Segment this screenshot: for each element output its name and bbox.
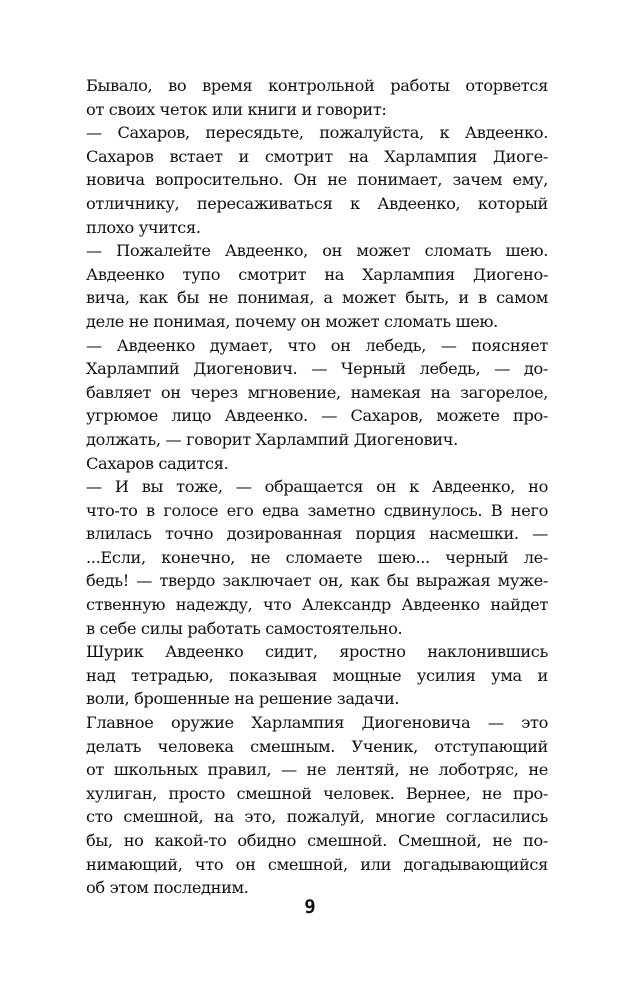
text-line: от школьных правил, — не лентяй, не лоботряс, не [86,760,548,780]
text-line: об этом последним. [86,878,249,898]
text-line: хулиган, просто смешной человек. Вернее, не про- [86,783,548,803]
text-line: — И вы тоже, — обращается он к Авдеенко, но [86,477,548,497]
text-line: деле не понимая, почему он может сломать шею. [86,311,498,331]
text-line: сто смешной, на это, пожалуй, многие согласились [86,807,548,827]
text-line: отличнику, пересаживаться к Авдеенко, который [86,193,548,213]
text-line: плохо учится. [86,217,201,237]
text-line: бы, но какой-то обидно смешной. Смешной, не по- [86,831,548,850]
text-line: — Сахаров, пересядьте, пожалуйста, к Авдеенко. [86,123,548,143]
text-line: воли, брошенные на решение задачи. [86,689,400,709]
text-line: в себе силы работать самостоятельно. [86,618,403,638]
text-line: должать, — говорит Харлампий Диогенович. [86,429,458,449]
text-line: бедь! — твердо заключает он, как бы выражая муже- [86,571,548,591]
text-line: что-то в голосе его едва заметно сдвинулось. В него [86,500,548,520]
text-line: бавляет он через мгновение, намекая на загорелое, [86,382,548,402]
text-line: угрюмое лицо Авдеенко. — Сахаров, можете про- [86,406,548,426]
text-line: ...Если, конечно, не сломаете шею... черный ле- [86,547,548,567]
text-line: Бывало, во время контрольной работы оторвется [86,76,548,95]
text-line: нимающий, что он смешной, или догадывающийся [86,854,548,874]
text-line: над тетрадью, показывая мощные усилия ума и [86,665,548,685]
text-line: новича вопросительно. Он не понимает, зачем ему, [86,170,548,190]
text-line: Харлампий Диогенович. — Черный лебедь, — до- [86,359,548,379]
text-line: от своих четок или книги и говорит: [86,99,387,119]
text-line: ственную надежду, что Александр Авдеенко найдет [86,595,548,615]
text-line: вича, как бы не понимая, а может быть, и в самом [86,288,548,308]
body-text [86,74,548,900]
text-line: Главное оружие Харлампия Диогеновича — это [86,713,548,733]
page-number: 9 [304,896,316,918]
text-line: — Авдеенко думает, что он лебедь, — поясняет [86,335,548,355]
text-line: — Пожалейте Авдеенко, он может сломать шею. [86,241,548,261]
text-line: влилась точно дозированная порция насмешки. — [86,524,548,544]
text-line: Сахаров встает и смотрит на Харлампия Диоге- [86,146,548,166]
text-line: Сахаров садится. [86,453,229,473]
text-line: Шурик Авдеенко сидит, яростно наклонившись [86,642,548,662]
text-line: Авдеенко тупо смотрит на Харлампия Диогено- [86,264,548,284]
text-line: делать человека смешным. Ученик, отступающий [86,736,548,756]
